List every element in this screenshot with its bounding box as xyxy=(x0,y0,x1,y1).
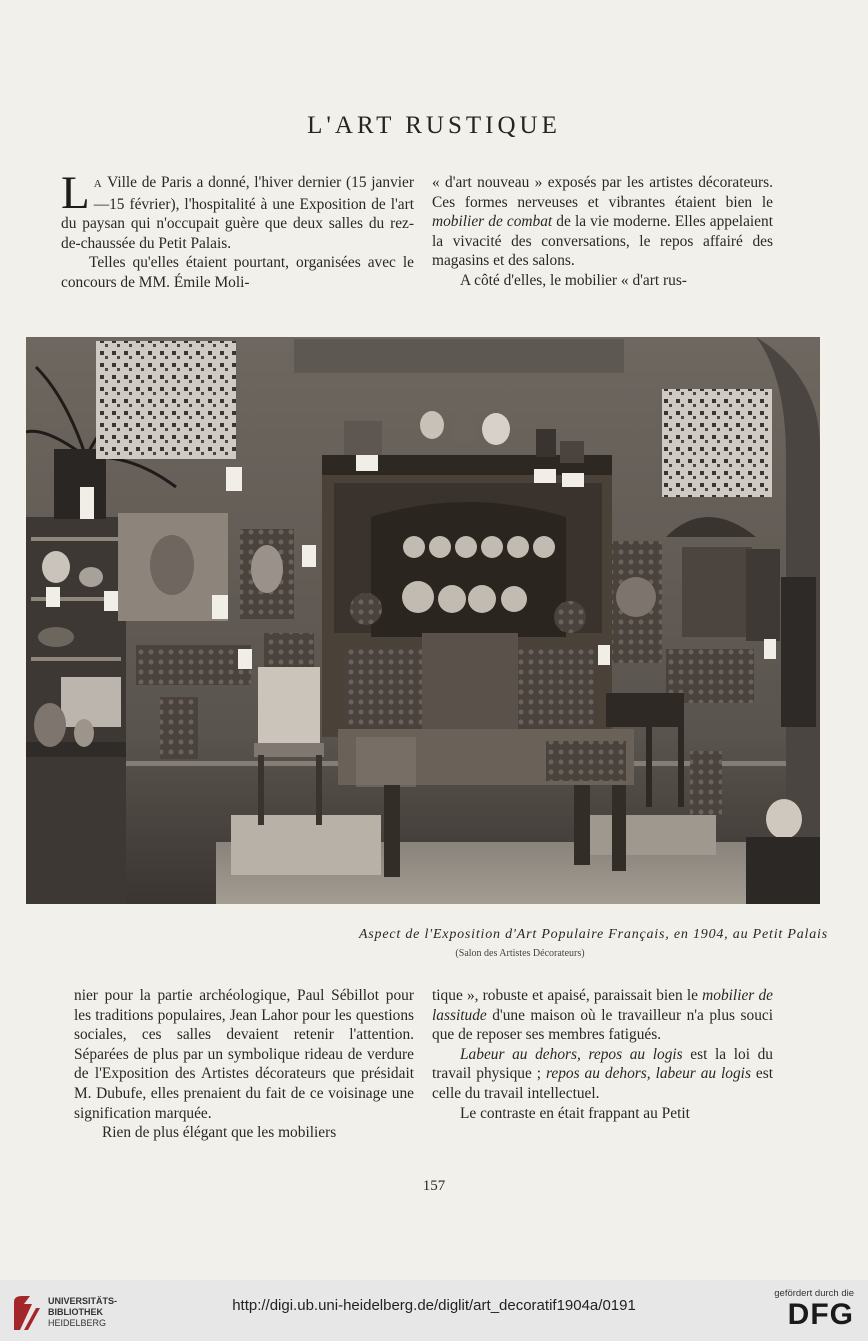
paragraph-text: d'une maison où le travailleur n'a plus souci que de reposer ses membres fatigués. xyxy=(432,1006,773,1044)
column-left-top xyxy=(61,167,414,293)
dfg-logo[interactable]: DFG xyxy=(787,1298,854,1331)
caption-text: Aspect de l'Exposition d'Art Populaire Français, en xyxy=(358,927,693,942)
italic-text: repos au dehors, labeur au logis xyxy=(545,1065,751,1083)
paragraph xyxy=(61,167,414,253)
paragraph xyxy=(432,173,773,271)
photo-subcaption: (Salon des Artistes Décorateurs) xyxy=(455,948,585,959)
drop-cap: L xyxy=(61,167,90,219)
viewer-footer xyxy=(0,1280,868,1341)
paragraph-text: tique », robuste et apaisé, paraissait bien le xyxy=(432,987,703,1004)
paragraph-text: est celle du travail intellectuel. xyxy=(432,1065,773,1102)
column-right-bottom xyxy=(432,986,773,1123)
library-name-line3: HEIDELBERG xyxy=(48,1318,107,1328)
column-left-bottom xyxy=(74,986,414,1143)
caption-text: , au Petit Palais xyxy=(724,927,828,942)
paragraph-text: est la loi du travail physique ; xyxy=(432,1045,774,1083)
photo-caption xyxy=(359,927,828,943)
paragraph-text: « d'art nouveau » exposés par les artistes décorateurs. Ces formes nerveuses et vibrantes étaient bien le xyxy=(432,174,773,211)
page-number: 157 xyxy=(422,1178,446,1194)
paragraph: Rien de plus élégant que les mobiliers xyxy=(102,1124,337,1142)
italic-text: mobilier de lassitude xyxy=(432,987,773,1024)
column-right-top xyxy=(432,173,773,291)
paragraph-text: de la vie moderne. Elles appelaient la vivacité des conversations, le repos affairé des magasins et des salons. xyxy=(432,213,773,270)
library-name-line2: BIBLIOTHEK xyxy=(48,1307,103,1317)
funder-caption: gefördert durch die xyxy=(774,1288,854,1299)
paragraph-text: Ville de Paris a donné, l'hiver dernier (15 janvier—15 février), l'hospitalité à une Exposition de l'art du paysan qui n'occupait guère que deux salles du rez-de-chaussée du Petit Palais. xyxy=(61,174,414,252)
exhibition-photograph xyxy=(26,337,820,904)
small-caps-text: A xyxy=(93,178,103,190)
paragraph: Le contraste en était frappant au Petit xyxy=(460,1104,690,1122)
paragraph xyxy=(432,986,773,1045)
library-name-line1: UNIVERSITÄTS- xyxy=(48,1296,118,1306)
paragraph: nier pour la partie archéologique, Paul Sébillot pour les traditions populaires, Jean Lahor pour les questions sociales, ces salles devaient retenir l'attention. Séparées de plus par un symbolique rideau de verdure de l'Exposition des Artistes décorateurs que présidait M. Dubufe, elles prenaient du fait de ce voisinage une signification marquée. xyxy=(74,987,414,1122)
exhibition-photo-image xyxy=(26,337,820,904)
italic-text: Labeur au dehors, repos au logis xyxy=(460,1045,683,1063)
caption-year: 1904 xyxy=(692,927,725,942)
italic-text: mobilier de combat xyxy=(432,213,553,231)
page-title: L'ART RUSTIQUE xyxy=(307,112,561,139)
paragraph: Telles qu'elles étaient pourtant, organisées avec le concours de MM. Émile Moli- xyxy=(61,254,414,291)
paragraph xyxy=(432,1045,773,1104)
permalink-url[interactable]: http://digi.ub.uni-heidelberg.de/diglit/art_decoratif1904a/0191 xyxy=(232,1297,636,1314)
paragraph: A côté d'elles, le mobilier « d'art rus- xyxy=(460,271,687,289)
